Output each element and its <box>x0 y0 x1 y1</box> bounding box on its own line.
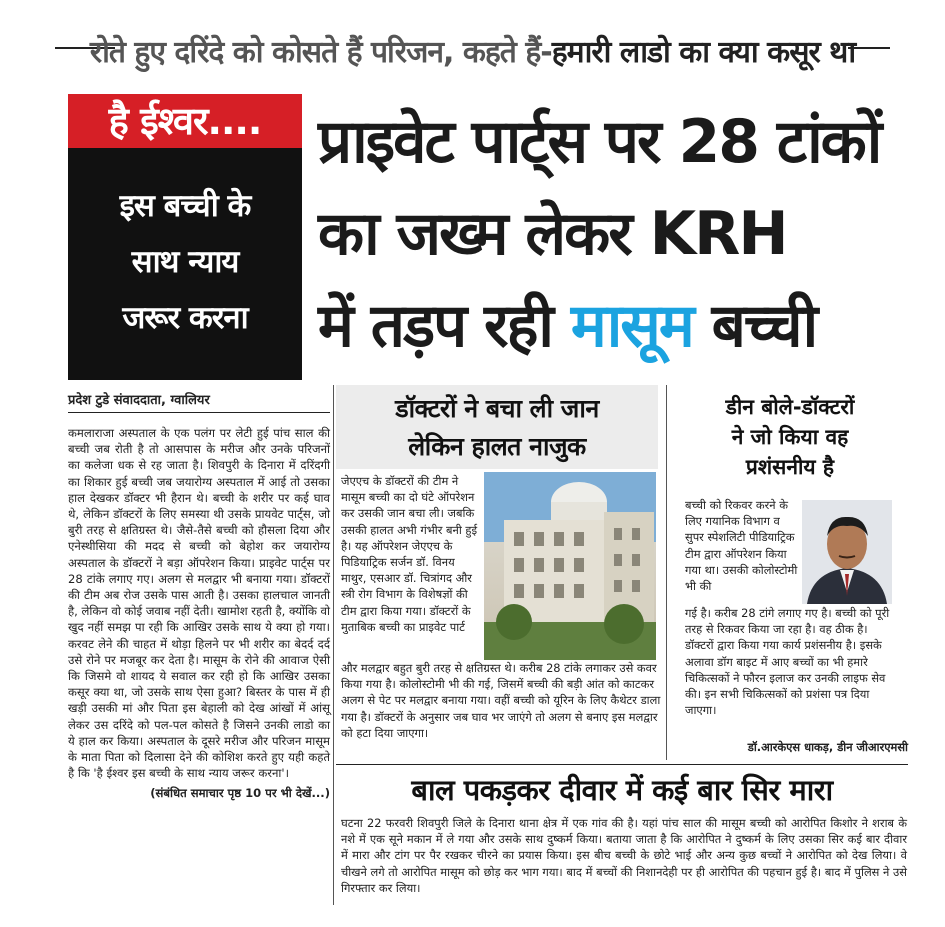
related-reference: (संबंधित समाचार पृष्ठ 10 पर भी देखें...) <box>150 786 330 801</box>
kicker-part2: हमारी लाडो का क्या कसूर था <box>551 35 856 70</box>
story3-body-bottom: गई है। करीब 28 टांगे लगाए गए है। बच्ची को पूरी तरह से रिकवर किया जा रहा है। वह ठीक है। डॉक्टरों द्वारा किया गया कार्य प्रशंसनीय है। इसके अलावा डॉग बाइट में आए बच्चों का भी हमारे चिकित्सकों ने फौरन इलाज कर उनकी लाइफ सेव की। इन सभी चिकित्सकों को प्रशंसा पत्र दिया जाएगा। <box>685 606 890 718</box>
story2-body-bottom: और मलद्वार बहुत बुरी तरह से क्षतिग्रस्त थे। करीब 28 टांके लगाकर उसे कवर किया गया है। कोलोस्टोमी भी की गई, जिसमें बच्ची की बड़ी आंत को काटकर अलग से पेट पर मलद्वार बनाया गया। वहीं बच्ची को यूरिन के लिए कैथेटर डाला गया है। डॉक्टरों के अनुसार जब घाव भर जाएंगे तो अलग से बनाए इस मलद्वार को हटा दिया जाएगा। <box>341 661 661 740</box>
dean-signature: डॉ.आरकेएस धाकड़, डीन जीआरएमसी <box>747 740 908 754</box>
story4-title: बाल पकड़कर दीवार में कई बार सिर मारा <box>411 773 833 807</box>
story2-title-line-2: लेकिन हालत नाजुक <box>408 432 586 461</box>
story3-title-line-3: प्रशंसनीय है <box>745 455 835 479</box>
story4-body: घटना 22 फरवरी शिवपुरी जिले के दिनारा थाना क्षेत्र में एक गांव की है। यहां पांच साल की मासूम बच्ची को आरोपित किशोर ने शराब के नशे में एक सूने मकान में ले गया और उसके साथ दुष्कर्म किया। बताया जाता है कि आरोपित ने दुष्कर्म के लिए उसका सिर कई बार दीवार में मारा और टांग पर पैर रखकर चीरने का प्रयास किया। इस बीच बच्ची के छोटे भाई और अन्य कुछ बच्चों ने आरोपित को देख लिया। वे चीखने लगे तो आरोपित मासूम को छोड़ कर भाग गया। बाद में बच्चों की निशानदेही पर ही आरोपित की पहचान हुई है। बाद में पुलिस ने उसे गिरफ्तार कर लिया। <box>341 816 907 895</box>
column-divider-1 <box>333 385 334 905</box>
story3-title <box>672 392 908 482</box>
headline-line-2: का जख्म लेकर KRH <box>318 199 787 269</box>
column-divider-2 <box>666 385 667 760</box>
quote-line-1: इस बच्ची के <box>119 188 251 224</box>
quote-line-2: साथ न्याय <box>131 244 239 280</box>
byline-rule <box>68 412 330 413</box>
main-story <box>68 425 330 802</box>
headline-line-3b: बच्ची <box>692 291 817 361</box>
dean-portrait <box>802 500 892 604</box>
headline-line-3a: में तड़प रही <box>318 291 571 361</box>
story2-body-top: जेएएच के डॉक्टरों की टीम ने मासूम बच्ची का दो घंटे ऑपरेशन कर उसकी जान बचा ली। जबकि उसकी हालत अभी गंभीर बनी हुई है। यह ऑपरेशन जेएएच के पिडियाट्रिक सर्जन डॉ. विनय माथुर, एसआर डॉ. चित्रांगद और स्त्री रोग विभाग के विशेषज्ञों की टीम द्वारा किया गया। डॉक्टरों के मुताबिक बच्ची का प्राइवेट पार्ट <box>341 474 478 634</box>
black-quote-box <box>68 148 302 380</box>
story2-title-line-1: डॉक्टरों ने बचा ली जान <box>395 394 599 423</box>
kicker-headline <box>0 30 945 71</box>
story4-top-rule <box>336 764 908 765</box>
byline: प्रदेश टुडे संवाददाता, ग्वालियर <box>68 393 210 408</box>
main-headline <box>318 96 918 372</box>
main-story-body: कमलाराजा अस्पताल के एक पलंग पर लेटी हुई पांच साल की बच्ची जब रोती है तो आसपास के मरीज और उनके परिजनों का कलेजा धक से रह जाता है। शिवपुरी के दिनारा में दरिंदगी का शिकार हुई बच्ची जब जयारोग्य अस्पताल में आई तो उसका हाल देखकर डॉक्टर भी हैरान थे। बच्ची के शरीर पर कई घाव थे, लेकिन डॉक्टरों के लिए समस्या थी उसके प्रायवेट पार्ट्स, जो बुरी तरह से क्षतिग्रस्त थे। जैसे-तैसे बच्ची को हौसला दिया और एनेस्थीसिया की मदद से बच्ची को बेहोश कर जयारोग्य अस्पताल के डॉक्टरों ने बड़ा ऑपरेशन किया। प्राइवेट पार्ट्स पर 28 टांके लगाए गए। अलग से मलद्वार भी बनाया गया। डॉक्टरों की टीम अब रोज उसके पास आती है। उसका हालचाल जानती है, लेकिन वो कोई जवाब नहीं देती। खामोश रहती है, क्योंकि वो खुद नहीं समझ पा रही कि आखिर उसके साथ ये क्या हो गया। करवट लेने की चाहत में थोड़ा हिलने पर भी शरीर का बेदर्द दर्द उसे रोने पर मजबूर कर देता है। मासूम के रोने की आवाज ऐसी कि जिसमे वो शायद ये सवाल कर रही हो कि आखिर उसका कसूर क्या था, जो उसके साथ ऐसा हुआ? बिस्तर के पास में ही खड़ी उसकी मां और पिता इस बेहाली को देख आंखों में आंसू लेकर उस दरिंदे को पल-पल कोसते है जिसने उनकी लाडो का ये हाल कर किया। अस्पताल के दूसरे मरीज और परिजन मासूम के माता पिता को दिलासा देने की कोशिश करते हुए यही कहते है कि 'है ईश्वर इस बच्ची के साथ न्याय जरूर करना'। <box>68 426 331 781</box>
story3-title-line-2: ने जो किया वह <box>731 425 849 449</box>
story2-title <box>336 390 658 466</box>
red-label: है ईश्वर.... <box>68 94 302 148</box>
headline-line-3 <box>318 280 918 372</box>
headline-highlight: मासूम <box>570 291 693 361</box>
headline-line-1: प्राइवेट पार्ट्स पर 28 टांकों <box>318 107 881 177</box>
kicker-part1: रोते हुए दरिंदे को कोसते हैं परिजन, कहते हैं- <box>89 35 552 70</box>
dean-portrait-illustration <box>802 500 892 604</box>
story3-title-line-1: डीन बोले-डॉक्टरों <box>725 395 855 419</box>
quote-line-3: जरूर करना <box>122 300 248 336</box>
hospital-building-illustration <box>484 472 656 660</box>
story3-body-top: बच्ची को रिकवर करने के लिए गयानिक विभाग व सुपर स्पेशलिटी पीडियाट्रिक टीम द्वारा ऑपरेशन किया गया था। उसकी कोलोस्टोमी भी की <box>685 498 798 594</box>
hospital-building-photo <box>484 472 656 660</box>
